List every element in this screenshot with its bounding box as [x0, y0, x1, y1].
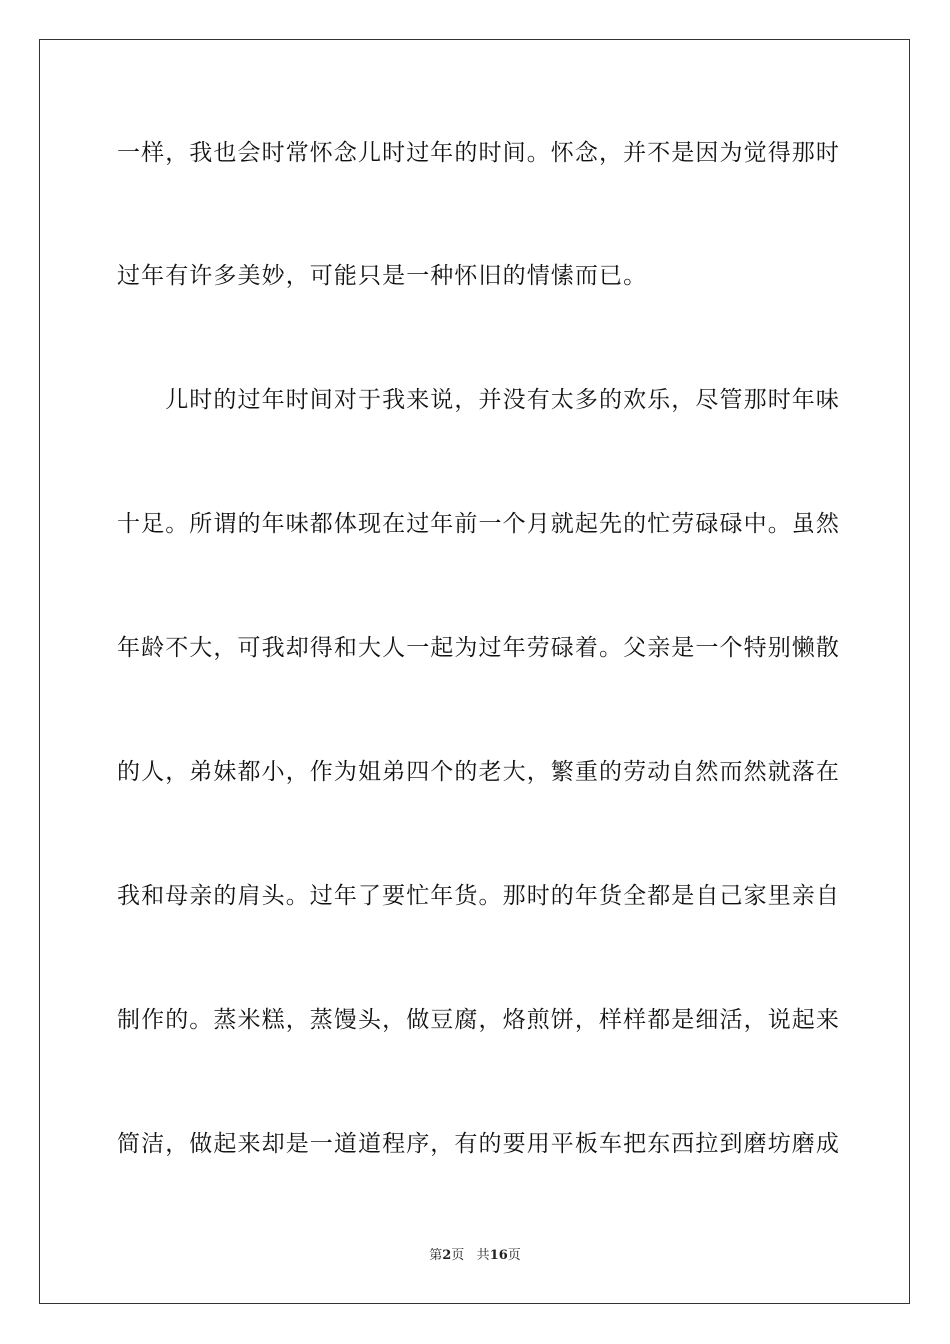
body-text-line: 年龄不大，可我却得和大人一起为过年劳碌着。父亲是一个特别懒散 — [117, 635, 840, 661]
body-text-line: 儿时的过年时间对于我来说，并没有太多的欢乐，尽管那时年味 — [117, 387, 840, 413]
total-prefix: 共 — [476, 1248, 490, 1263]
total-suffix: 页 — [507, 1248, 521, 1263]
page-prefix: 第 — [429, 1248, 443, 1263]
body-text-line: 我和母亲的肩头。过年了要忙年货。那时的年货全都是自己家里亲自 — [117, 883, 840, 909]
page-border — [39, 39, 910, 1304]
body-text-line: 过年有许多美妙，可能只是一种怀旧的情愫而已。 — [117, 263, 648, 289]
total-pages: 16 — [489, 1248, 508, 1263]
page-number: 2 — [442, 1248, 452, 1263]
body-text-line: 制作的。蒸米糕，蒸馒头，做豆腐，烙煎饼，样样都是细活，说起来 — [117, 1007, 840, 1033]
body-text-line: 简洁，做起来却是一道道程序，有的要用平板车把东西拉到磨坊磨成 — [117, 1131, 840, 1157]
page-footer — [0, 1248, 950, 1264]
body-text-line: 的人，弟妹都小，作为姐弟四个的老大，繁重的劳动自然而然就落在 — [117, 759, 840, 785]
body-text-line: 一样，我也会时常怀念儿时过年的时间。怀念，并不是因为觉得那时 — [117, 140, 840, 166]
page-suffix: 页 — [451, 1248, 465, 1263]
body-text-line: 十足。所谓的年味都体现在过年前一个月就起先的忙劳碌碌中。虽然 — [117, 511, 840, 537]
